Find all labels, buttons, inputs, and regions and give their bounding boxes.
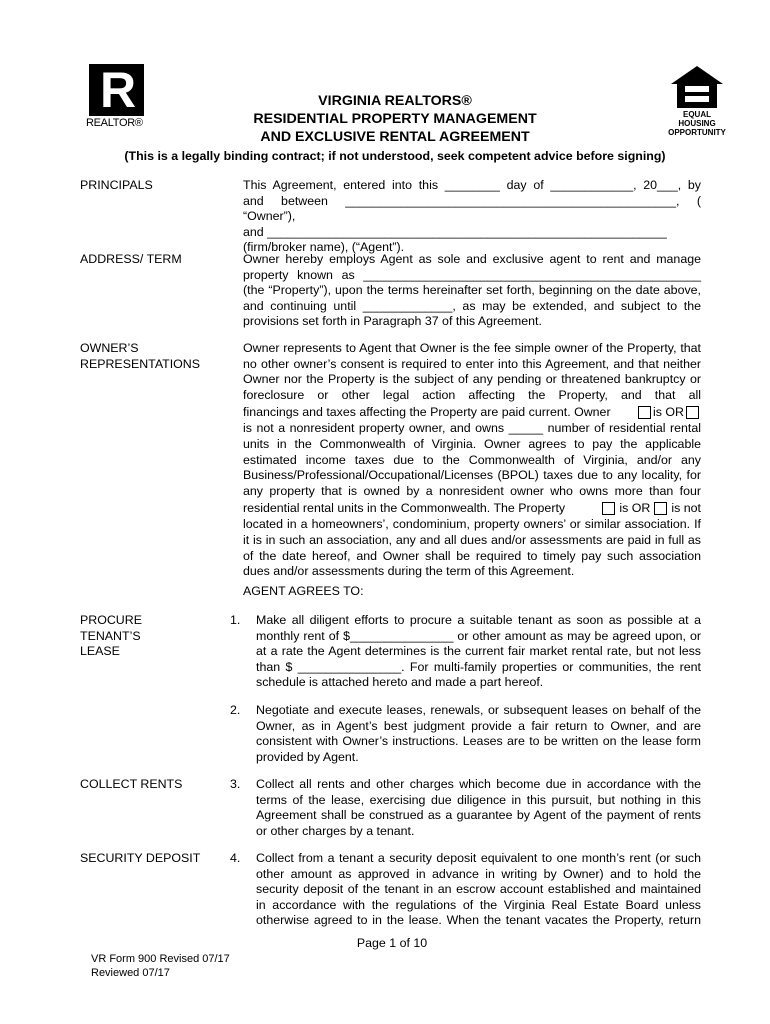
agent-agrees-heading: AGENT AGREES TO: [243,584,364,598]
principals-line-4: (firm/broker name), (“Agent”). [243,240,405,255]
property-is-in-association-checkbox[interactable] [602,502,615,515]
collect-rents-text: Collect all rents and other charges which become due in accordance with the terms of the lease, exercising due diligence in this pursuit, but nothing in this Agreement shall be construed as a guarantee by Agent of the payment of rents or other charges by a tenant. [256,777,701,838]
title-line-2: RESIDENTIAL PROPERTY MANAGEMENT [253,111,537,127]
owners-rep-para-2: is not a nonresident property owner, and owns _____ number of residential rental units in the Commonwealth of Virginia. Owner agrees to pay the applicable estimated income taxes due to the Commonwealth of Virginia, and/or any Business/Professional/Occupational/Licenses (BPOL) taxes due to any locality, for any property that is owned by a nonresident owner who owns more than four [243,421,701,498]
owner-is-nonresident-checkbox[interactable] [638,406,651,419]
title-line-1: VIRGINIA REALTORS® [318,93,472,109]
address-term-label: ADDRESS/ TERM [80,252,182,266]
procure-text: Make all diligent efforts to procure a suitable tenant as soon as possible at a monthly rent of $_______________ or other amount as may be agreed upon, or at a rate the Agent determines is the current fair market rental rate, but not less than $ _______________. For multi-family properties or communities, the rent schedule is attached hereto and made a part hereof. [256,613,701,690]
title-line-3: AND EXCLUSIVE RENTAL AGREEMENT [260,129,530,145]
security-deposit-text: Collect from a tenant a security deposit equivalent to one month’s rent (or such other amount as approved in advance in writing by Owner) and to hold the security deposit of the tenant in an escrow account established and maintained in accordance with the regulations of the Virginia Real Estate Board unless otherwise agreed to in the lease. When the tenant vacates the Property, return [256,851,701,928]
collect-rents-label: COLLECT RENTS [80,777,183,791]
equal-housing-text: EQUAL HOUSING OPPORTUNITY [668,110,726,137]
owners-rep-line-11a: residential rental units in the Commonwealth. The Property [243,500,566,515]
owners-rep-line-5b: is OR [653,404,684,419]
procure-label [80,613,142,660]
owners-rep-line-11b: is OR [619,500,651,515]
procure-label-2: TENANT’S [80,628,141,643]
owners-rep-association-line [243,499,701,517]
owners-rep-text [243,341,701,580]
item-3-number: 3. [230,777,241,791]
principals-line-2: and between ________________________________________________, ( “Owner”), [243,193,701,224]
owners-rep-line-5a: financings and taxes affecting the Property are paid current. Owner [243,404,611,419]
realtor-logo [89,64,144,116]
property-association-checks [600,501,701,517]
legal-notice: (This is a legally binding contract; if not understood, seek competent advice before signing) [124,149,666,163]
principals-text [243,178,701,256]
equal-housing-icon [668,64,726,108]
item-4-number: 4. [230,851,241,865]
realtor-caption: REALTOR® [86,117,143,129]
property-is-not-in-association-checkbox[interactable] [654,502,667,515]
item-2-number: 2. [230,703,241,717]
owners-rep-label-1: OWNER’S [80,341,139,355]
principals-label: PRINCIPALS [80,178,153,192]
page-number: Page 1 of 10 [356,936,428,950]
reviewed-date: Reviewed 07/17 [91,967,170,979]
owners-rep-label [80,341,200,372]
owners-rep-para-1: Owner represents to Agent that Owner is the fee simple owner of the Property, that no other owner’s consent is required to enter into this Agreement, and that neither Owner nor the Property is the subject of any pending or threatened bankruptcy or foreclosure or other legal action affecting the Property, and that all [243,341,701,402]
negotiate-text: Negotiate and execute leases, renewals, or subsequent leases on behalf of the Owner, as in Agent’s best judgment provide a fair return to Owner, and are consistent with Owner’s instructions. Leases are to be written on the lease form provided by Agent. [256,703,701,764]
address-term-text: Owner hereby employs Agent as sole and exclusive agent to rent and manage property known as _________________________________________________ (the “Property”), upon the terms hereinafter set forth, beginning on the date above, and continuing until _____________, as may be extended, and subject to the provisions set forth in Paragraph 37 of this Agreement. [243,252,701,329]
principals-line-1: This Agreement, entered into this ________ day of ____________, 20___, by [243,178,701,192]
procure-label-3: LEASE [80,644,120,659]
owner-is-not-nonresident-checkbox[interactable] [686,406,699,419]
owners-rep-checks [636,405,701,421]
principals-line-3: and __________________________________________________________ [243,224,667,239]
security-deposit-label: SECURITY DEPOSIT [80,851,201,865]
form-number: VR Form 900 Revised 07/17 [91,953,230,965]
owners-rep-nonresident-line [243,403,701,421]
procure-label-1: PROCURE [80,613,142,627]
owners-rep-para-3: located in a homeowners’, condominium, property owners’ or similar association. If it is in such an association, any and all dues and/or assessments are paid in full as of the date hereof, and Owner shall be required to timely pay such association dues and/or assessments during the term of this Agreement. [243,517,701,579]
item-1-number: 1. [230,613,241,627]
owners-rep-label-2: REPRESENTATIONS [80,356,201,371]
owners-rep-line-11c: is not [671,500,701,515]
realtor-r-mark: R [100,62,137,118]
